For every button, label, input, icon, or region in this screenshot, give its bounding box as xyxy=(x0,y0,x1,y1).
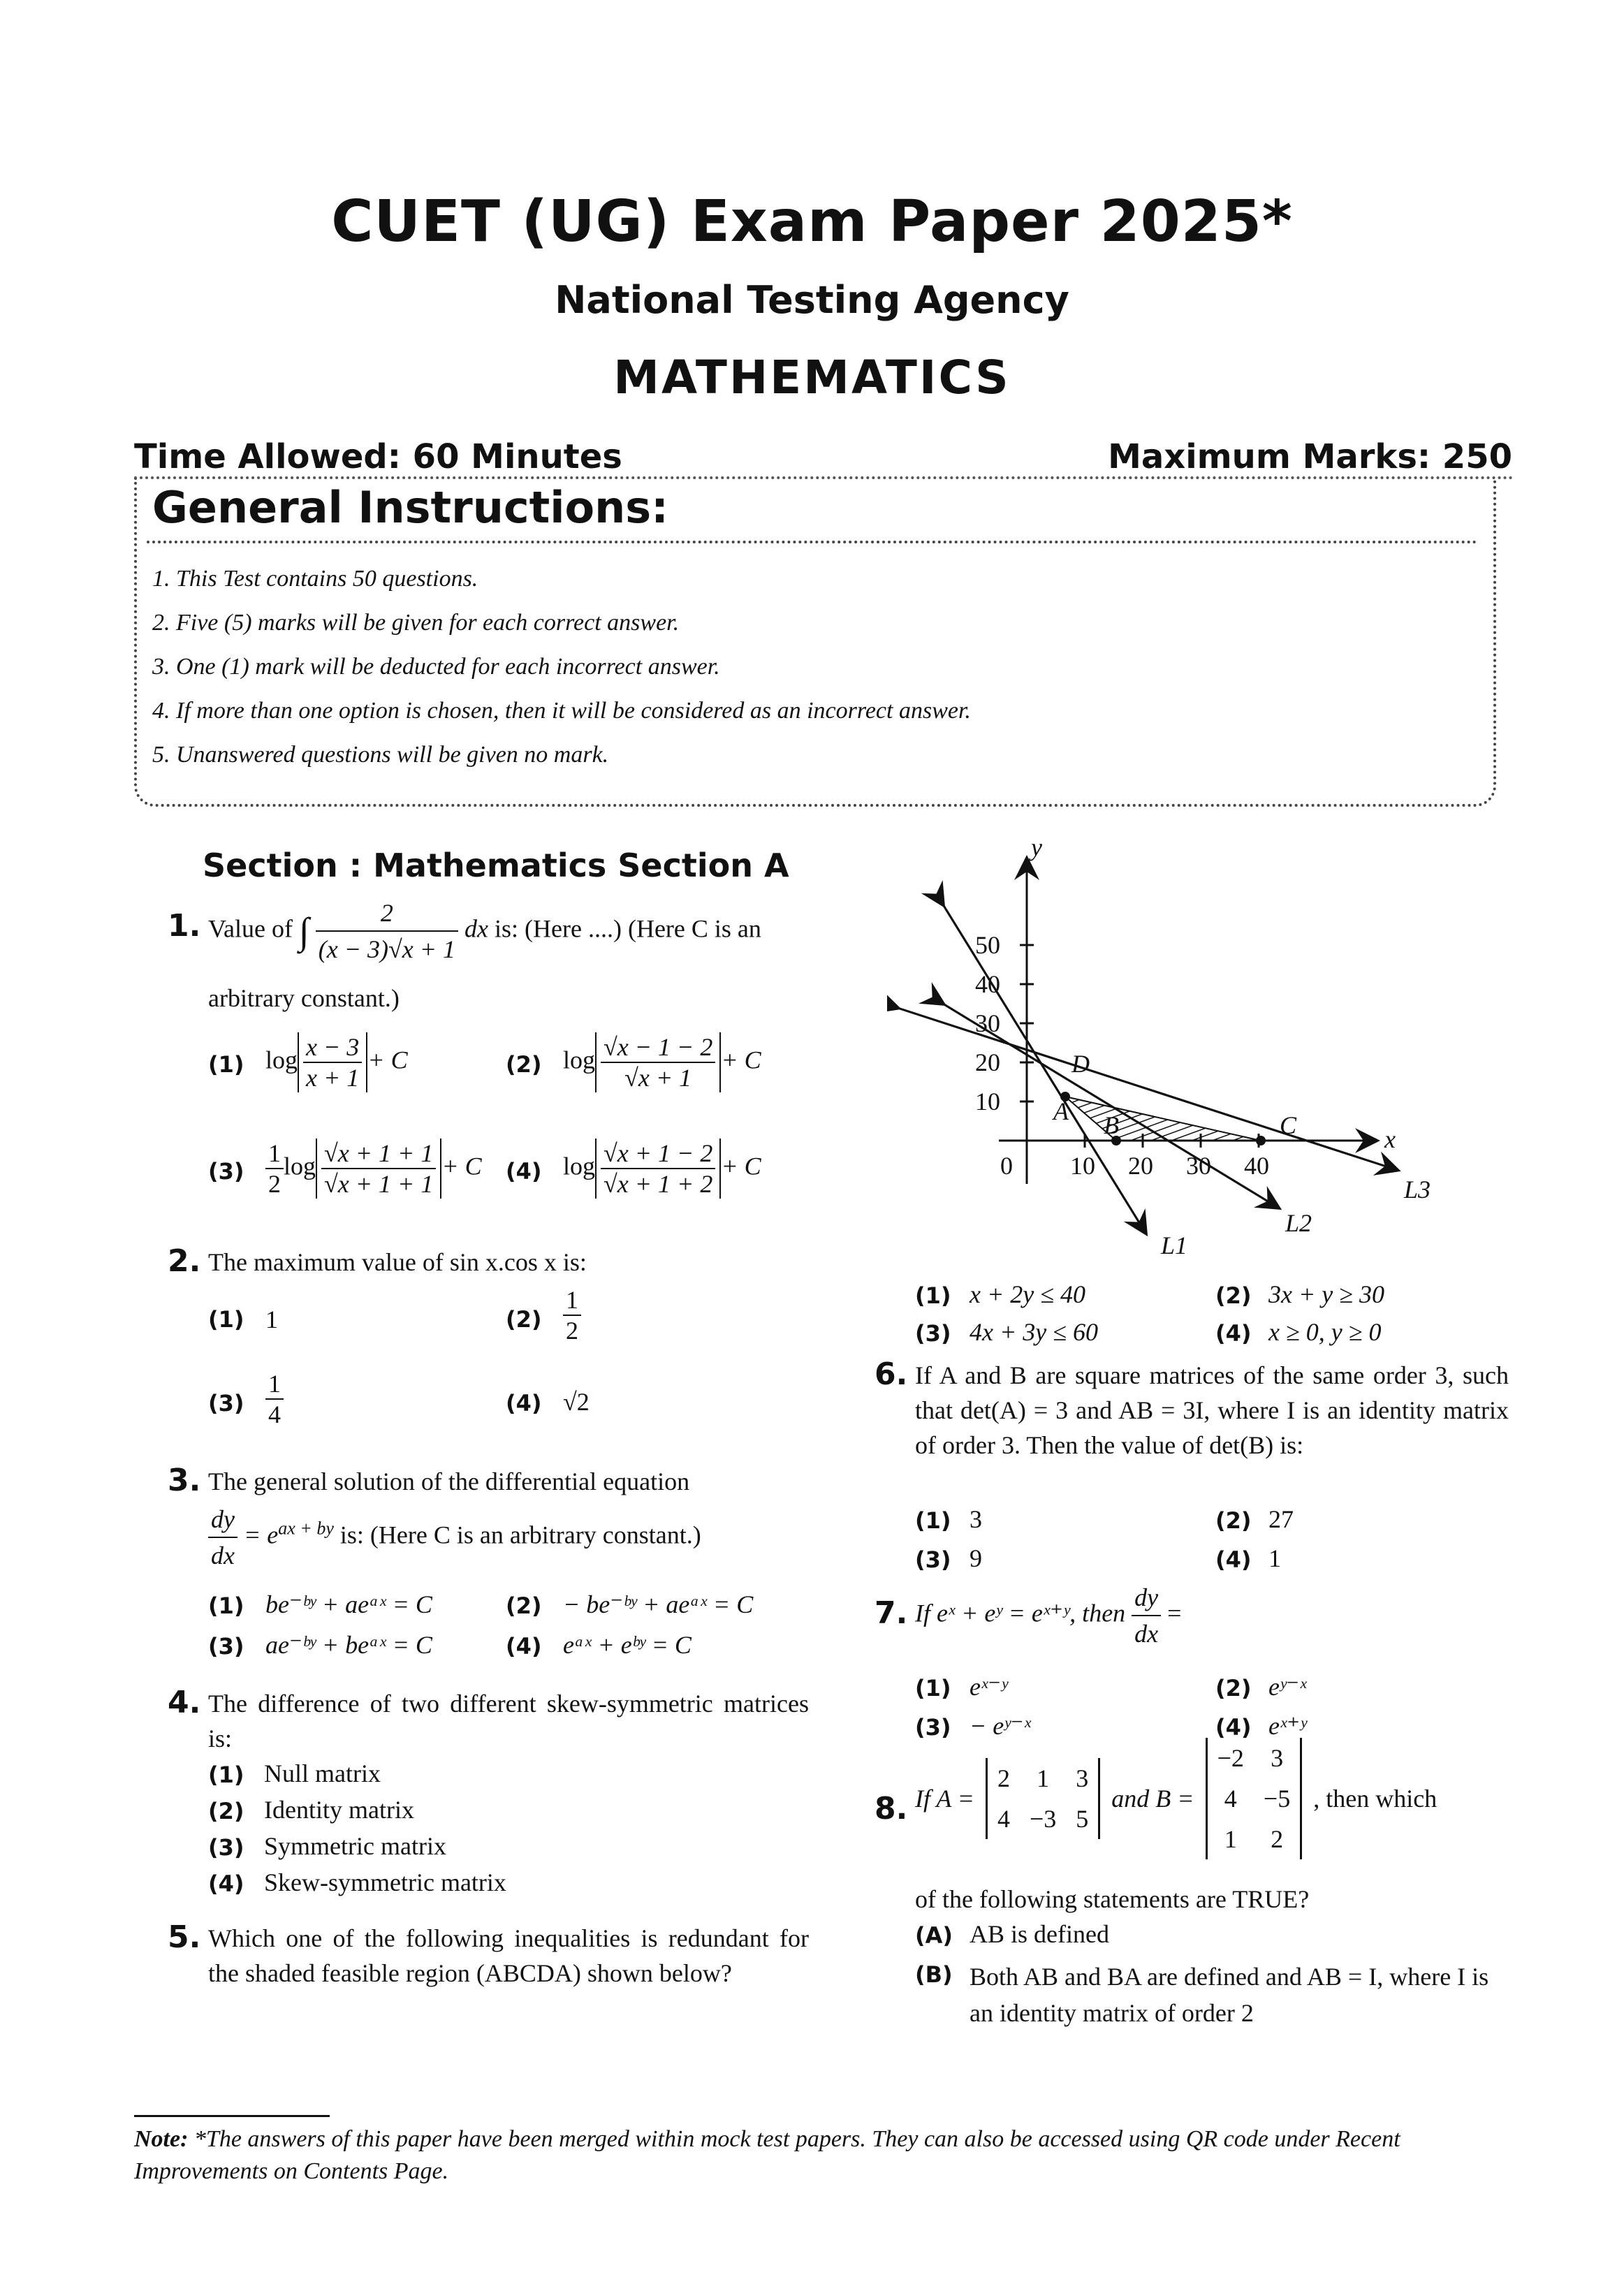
q8-option-b: Both AB and BA are defined and AB = I, where I is an identity matrix of order 2 xyxy=(970,1963,1489,2027)
q4-option-3: Symmetric matrix xyxy=(264,1832,446,1860)
option-label: (1) xyxy=(915,1507,951,1534)
y-tick-label: 50 xyxy=(975,931,1000,959)
point-a-label: A xyxy=(1053,1097,1069,1125)
q1-integrand-numerator: 2 xyxy=(316,895,458,932)
q3-dy: dy xyxy=(208,1502,237,1538)
q3-option-2: − be⁻ᵇʸ + aeᵃˣ = C xyxy=(563,1590,754,1618)
question-number: 7. xyxy=(875,1595,908,1631)
option-label: (2) xyxy=(208,1798,244,1824)
option-label: (3) xyxy=(208,1633,244,1660)
q2-o3-numerator: 1 xyxy=(265,1369,284,1400)
matrix-b-cell: −5 xyxy=(1263,1785,1291,1813)
q1-o1-numerator: x − 3 xyxy=(303,1032,362,1063)
half-numerator: 1 xyxy=(265,1139,284,1169)
log-text: log xyxy=(563,1046,596,1074)
q2-o2-denominator: 2 xyxy=(566,1317,578,1345)
plus-c: + C xyxy=(721,1046,761,1074)
q2-option-2 xyxy=(563,1285,581,1345)
subject-title: MATHEMATICS xyxy=(613,351,1011,404)
q7-dy: dy xyxy=(1132,1580,1161,1616)
q1-o3-denominator: √x + 1 + 1 xyxy=(324,1170,434,1198)
instruction-item: 5. Unanswered questions will be given no mark. xyxy=(152,742,609,768)
y-axis-label: y xyxy=(1031,835,1042,861)
q1-o2-denominator: √x + 1 xyxy=(624,1064,692,1092)
feasible-region-graph xyxy=(887,835,1467,1268)
option-label: (1) xyxy=(915,1282,951,1309)
point-c-dot xyxy=(1256,1136,1266,1145)
line-l2-label: L2 xyxy=(1285,1209,1312,1237)
question-number: 6. xyxy=(875,1356,908,1392)
option-label: (2) xyxy=(1215,1282,1252,1309)
q4-option-4: Skew-symmetric matrix xyxy=(264,1868,506,1896)
option-label: (1) xyxy=(915,1675,951,1701)
q7-option-4: eˣ⁺ʸ xyxy=(1268,1712,1307,1740)
line-l3-label: L3 xyxy=(1404,1176,1431,1203)
point-c-label: C xyxy=(1280,1111,1297,1139)
q5-option-4: x ≥ 0, y ≥ 0 xyxy=(1268,1318,1382,1346)
question-4-text: The difference of two different skew-symmetric matrices is: xyxy=(208,1690,809,1752)
q3-equation xyxy=(208,1502,701,1573)
instruction-item: 2. Five (5) marks will be given for each correct answer. xyxy=(152,610,680,636)
q2-option-3 xyxy=(265,1369,284,1429)
q1-o1-denominator: x + 1 xyxy=(306,1064,360,1092)
half-denominator: 2 xyxy=(268,1170,281,1198)
question-7-text xyxy=(915,1580,1181,1651)
matrix-a-cell: 4 xyxy=(997,1805,1010,1833)
q7-lead: If eˣ + eʸ = eˣ⁺ʸ, then xyxy=(915,1599,1126,1627)
y-tick-label: 20 xyxy=(975,1048,1000,1076)
question-number: 4. xyxy=(168,1685,201,1720)
q3-dx: dx xyxy=(211,1542,235,1569)
question-5-text: Which one of the following inequalities is redundant for the shaded feasible region (ABCDA) shown below? xyxy=(208,1924,809,1987)
point-b-label: B xyxy=(1104,1111,1119,1139)
matrix-a-cell: 3 xyxy=(1076,1764,1089,1792)
x-tick-label: 40 xyxy=(1244,1152,1269,1180)
question-number: 2. xyxy=(168,1243,201,1279)
q2-option-4: √2 xyxy=(563,1388,590,1416)
q3-rhs: = e xyxy=(243,1521,279,1549)
matrix-a-cell: 2 xyxy=(997,1764,1010,1792)
section-title: Section : Mathematics Section A xyxy=(203,847,789,884)
line-l1-start xyxy=(943,905,1146,1233)
option-label: (1) xyxy=(208,1051,244,1078)
option-label: (1) xyxy=(208,1306,244,1333)
q5-option-3: 4x + 3y ≤ 60 xyxy=(970,1318,1099,1346)
q3-option-3: ae⁻ᵇʸ + beᵃˣ = C xyxy=(265,1631,432,1659)
matrix-b xyxy=(1206,1738,1303,1859)
footnote-label: Note: xyxy=(134,2126,189,2152)
q5-option-2: 3x + y ≥ 30 xyxy=(1268,1280,1385,1308)
q2-option-1: 1 xyxy=(265,1305,278,1333)
matrix-b-cell: 4 xyxy=(1224,1785,1237,1813)
option-label: (A) xyxy=(915,1922,953,1949)
q7-option-2: eʸ⁻ˣ xyxy=(1268,1673,1307,1701)
footnote xyxy=(134,2123,1517,2188)
option-label: (2) xyxy=(506,1306,542,1333)
x-tick-label: 20 xyxy=(1128,1152,1153,1180)
x-axis-label: x xyxy=(1384,1125,1396,1153)
plus-c: + C xyxy=(441,1152,482,1180)
q7-dx: dx xyxy=(1134,1620,1159,1648)
option-label: (3) xyxy=(915,1714,951,1741)
q7-option-3: − eʸ⁻ˣ xyxy=(970,1712,1031,1740)
option-label: (2) xyxy=(1215,1675,1252,1701)
q3-exponent: ax + by xyxy=(278,1518,334,1539)
q4-option-2: Identity matrix xyxy=(264,1796,414,1824)
q1-option-1 xyxy=(265,1032,408,1092)
q7-equals: = xyxy=(1167,1599,1182,1627)
question-number: 5. xyxy=(168,1919,201,1955)
q4-option-1: Null matrix xyxy=(264,1759,381,1787)
option-label: (B) xyxy=(915,1961,953,1988)
question-6-text: If A and B are square matrices of the same order 3, such that det(A) = 3 and AB = 3I, where I is an identity matrix of order 3. Then the value of det(B) is: xyxy=(915,1361,1509,1459)
q1-lead: Value of xyxy=(208,914,293,943)
matrix-a-cell: −3 xyxy=(1029,1805,1057,1833)
option-label: (3) xyxy=(915,1546,951,1573)
q2-o2-numerator: 1 xyxy=(563,1285,581,1316)
option-label: (4) xyxy=(1215,1320,1252,1347)
q7-option-1: eˣ⁻ʸ xyxy=(970,1673,1008,1701)
option-label: (1) xyxy=(208,1762,244,1788)
option-label: (3) xyxy=(915,1320,951,1347)
agency-name: National Testing Agency xyxy=(555,278,1069,322)
question-8-text xyxy=(915,1746,1437,1851)
q1-option-4 xyxy=(563,1139,761,1199)
option-label: (4) xyxy=(1215,1546,1252,1573)
log-text: log xyxy=(563,1152,596,1180)
line-l1-label: L1 xyxy=(1161,1231,1188,1259)
q6-option-1: 3 xyxy=(970,1505,982,1533)
q3-tail: is: (Here C is an arbitrary constant.) xyxy=(339,1521,701,1549)
q2-o3-denominator: 4 xyxy=(268,1400,281,1428)
question-number: 8. xyxy=(875,1791,908,1827)
q1-option-3 xyxy=(265,1139,482,1199)
footnote-text: *The answers of this paper have been merged within mock test papers. They can also be accessed using QR code under Recent Improvements on Contents Page. xyxy=(134,2126,1400,2184)
q3-option-1: be⁻ᵇʸ + aeᵃˣ = C xyxy=(265,1590,432,1618)
option-label: (4) xyxy=(506,1158,542,1185)
option-label: (3) xyxy=(208,1834,244,1861)
q8-mid: and B = xyxy=(1111,1785,1194,1813)
instruction-item: 1. This Test contains 50 questions. xyxy=(152,566,478,592)
option-label: (4) xyxy=(208,1871,244,1897)
footnote-rule xyxy=(134,2115,330,2117)
y-tick-label: 40 xyxy=(975,970,1000,998)
question-number: 3. xyxy=(168,1463,201,1498)
q1-o4-denominator: √x + 1 + 2 xyxy=(603,1170,713,1198)
paper-title: CUET (UG) Exam Paper 2025* xyxy=(331,189,1293,255)
matrix-a-cell: 5 xyxy=(1076,1805,1089,1833)
x-tick-label: 30 xyxy=(1186,1152,1211,1180)
y-tick-label: 10 xyxy=(975,1088,1000,1115)
matrix-b-cell: 3 xyxy=(1271,1744,1284,1772)
instruction-item: 3. One (1) mark will be deducted for each incorrect answer. xyxy=(152,654,720,680)
matrix-b-cell: 2 xyxy=(1271,1825,1284,1853)
q1-tail-2: arbitrary constant.) xyxy=(208,984,400,1012)
q6-option-3: 9 xyxy=(970,1544,982,1572)
q5-option-1: x + 2y ≤ 40 xyxy=(970,1280,1086,1308)
q3-option-4: eᵃˣ + eᵇʸ = C xyxy=(563,1631,692,1659)
y-tick-label: 30 xyxy=(975,1009,1000,1037)
instruction-item: 4. If more than one option is chosen, then it will be considered as an incorrect answer. xyxy=(152,698,971,724)
option-label: (2) xyxy=(506,1051,542,1078)
option-label: (4) xyxy=(506,1390,542,1416)
matrix-a-cell: 1 xyxy=(1037,1764,1050,1792)
option-label: (2) xyxy=(506,1593,542,1619)
point-d-label: D xyxy=(1071,1050,1090,1078)
q1-integrand xyxy=(316,895,458,967)
q8-text-2: of the following statements are TRUE? xyxy=(915,1885,1310,1913)
instructions-title: General Instructions: xyxy=(152,482,668,533)
option-label: (4) xyxy=(1215,1714,1252,1741)
option-label: (1) xyxy=(208,1593,244,1619)
q1-o3-numerator: √x + 1 + 1 xyxy=(321,1139,436,1169)
question-2-text: The maximum value of sin x.cos x is: xyxy=(208,1248,587,1276)
q8-lead: If A = xyxy=(915,1785,974,1813)
q1-o4-numerator: √x + 1 − 2 xyxy=(601,1139,715,1169)
instructions-divider xyxy=(147,541,1477,543)
plus-c: + C xyxy=(367,1046,408,1074)
option-label: (3) xyxy=(208,1390,244,1416)
question-1-text xyxy=(208,895,809,967)
option-label: (4) xyxy=(506,1633,542,1660)
plus-c: + C xyxy=(721,1152,761,1180)
line-l3-start xyxy=(898,1008,1397,1170)
q8-option-a: AB is defined xyxy=(970,1920,1109,1948)
matrix-a xyxy=(986,1758,1100,1839)
origin-label: 0 xyxy=(1000,1152,1013,1180)
q1-option-2 xyxy=(563,1032,761,1092)
question-3-text: The general solution of the differential equation xyxy=(208,1467,690,1495)
maximum-marks: Maximum Marks: 250 xyxy=(1108,437,1512,476)
matrix-b-cell: −2 xyxy=(1217,1744,1244,1772)
q6-option-4: 1 xyxy=(1268,1544,1281,1572)
q8-tail: , then which xyxy=(1313,1785,1438,1813)
log-text: log xyxy=(265,1046,298,1074)
time-allowed: Time Allowed: 60 Minutes xyxy=(134,437,622,476)
q1-tail: is: (Here ....) (Here C is an xyxy=(495,914,761,943)
integral-sign: ∫ xyxy=(298,910,309,952)
q6-option-2: 27 xyxy=(1268,1505,1294,1533)
matrix-b-cell: 1 xyxy=(1224,1825,1237,1853)
option-label: (2) xyxy=(1215,1507,1252,1534)
x-tick-label: 10 xyxy=(1070,1152,1095,1180)
q1-dx: dx xyxy=(464,914,489,943)
shaded-region xyxy=(1065,1097,1261,1141)
q1-o2-numerator: √x − 1 − 2 xyxy=(601,1032,715,1063)
question-number: 1. xyxy=(168,908,201,944)
log-text: log xyxy=(284,1152,316,1180)
q1-integrand-denominator: (x − 3)√x + 1 xyxy=(318,935,456,963)
option-label: (3) xyxy=(208,1158,244,1185)
